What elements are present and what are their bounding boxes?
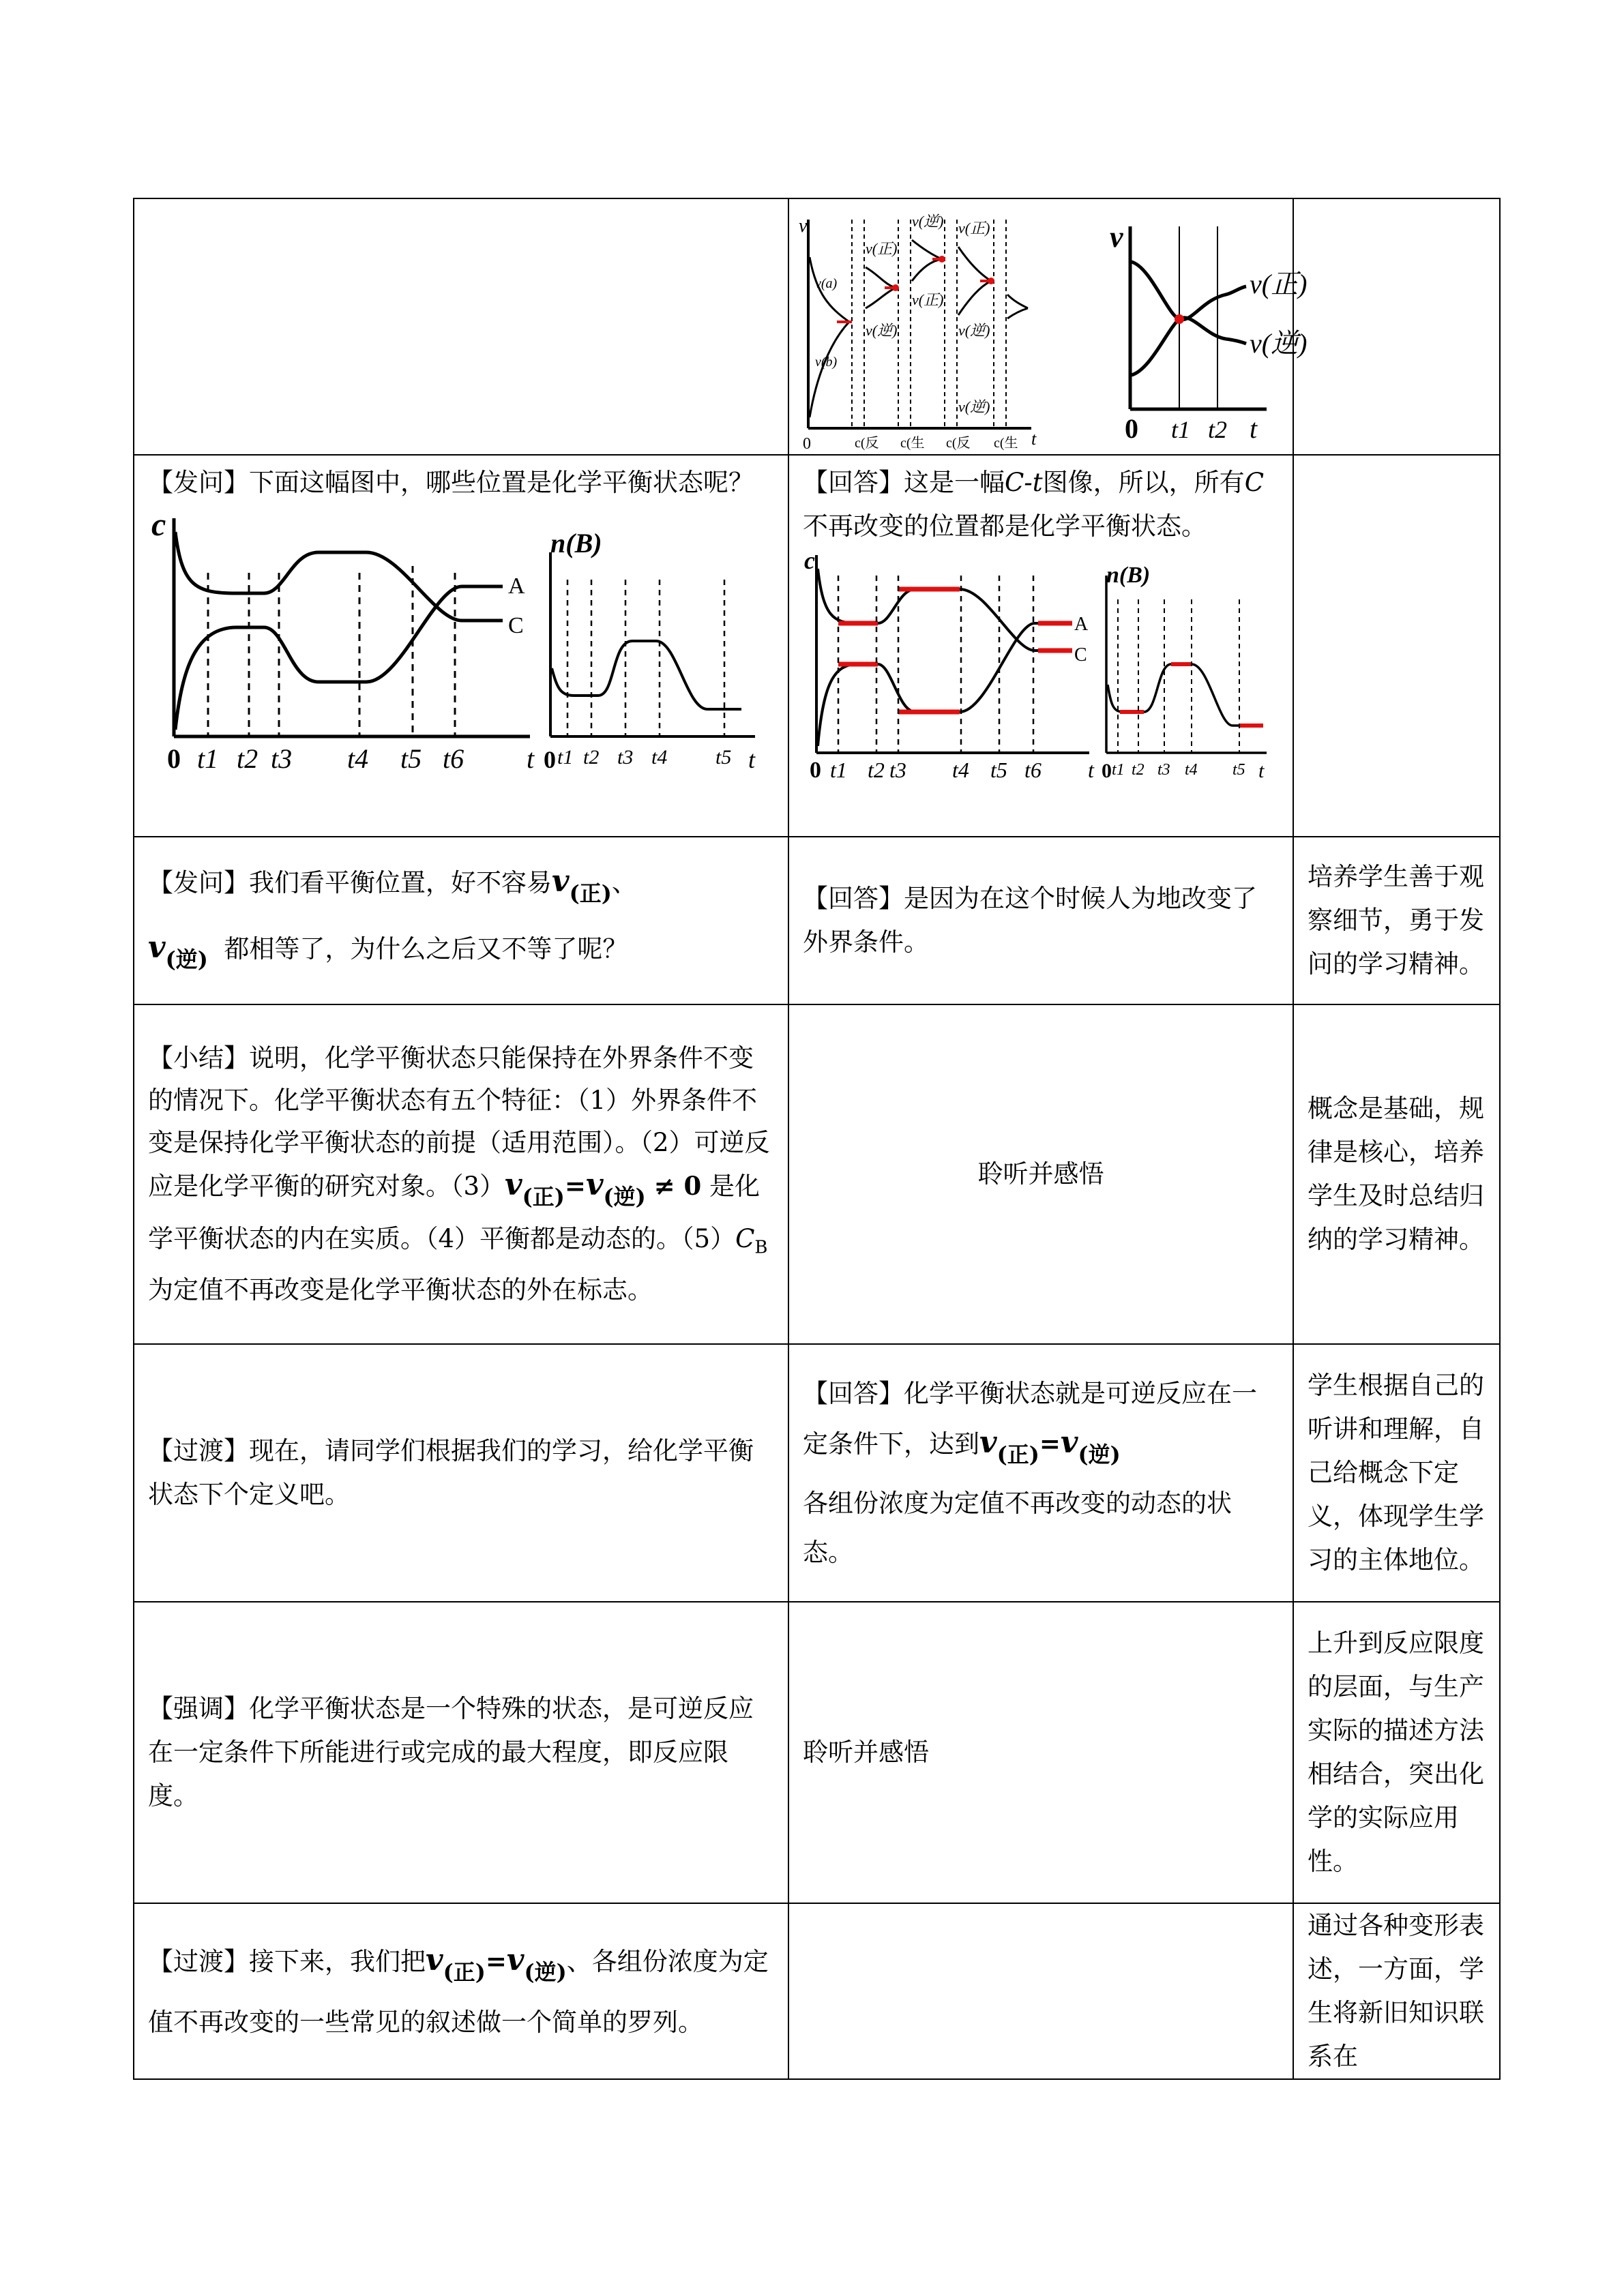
t4-label: t4 <box>651 746 668 769</box>
question-text-a: 【发问】我们看平衡位置，好不容易 <box>148 868 552 897</box>
t4-label: t4 <box>1185 761 1198 779</box>
t1-label: t1 <box>1112 761 1125 779</box>
emphasis-cell <box>134 1602 788 1903</box>
t-axis-label: t <box>1088 758 1094 782</box>
t5-label: t5 <box>715 746 732 769</box>
note-cell <box>1293 1344 1500 1602</box>
equals-sign: = <box>564 1171 586 1202</box>
c-sheng-label-2: c(生 <box>994 436 1018 451</box>
series-A-label: A <box>1074 614 1089 635</box>
vt-graphs <box>789 199 1308 454</box>
answer-text-b: 图像，所以，所有 <box>1042 468 1245 497</box>
cb-subscript: B <box>754 1237 768 1258</box>
equals-sign: = <box>1039 1428 1061 1459</box>
simple-vt-graph <box>1110 220 1307 444</box>
answer-text-a: 【回答】化学平衡状态就是可逆反应在一定条件下，达到 <box>803 1378 1257 1459</box>
v-symbol: v <box>979 1425 997 1460</box>
table-row <box>134 455 1500 837</box>
ni-subscript: (逆) <box>524 1958 567 1985</box>
c-axis-label: c <box>804 547 815 574</box>
summary-text-c: 为定值不再改变是化学平衡状态的外在标志。 <box>148 1274 653 1304</box>
table-row <box>134 1004 1500 1344</box>
origin-label: 0 <box>544 746 556 773</box>
ni-subscript: (逆) <box>1078 1441 1121 1467</box>
t-axis-label: t <box>1250 413 1258 444</box>
v-forward-label: v(正) <box>1250 269 1308 299</box>
series-A-label: A <box>508 573 525 599</box>
v-reverse-label-3: v(逆) <box>958 322 990 339</box>
v-axis-label: v <box>1110 220 1123 254</box>
t-axis-label: t <box>1031 429 1037 449</box>
note-text: 概念是基础，规律是核心，培养学生及时总结归纳的学习精神。 <box>1308 1094 1484 1254</box>
nB-axis-label: n(B) <box>550 528 602 558</box>
t1-label: t1 <box>1171 416 1191 443</box>
t4-label: t4 <box>347 743 369 774</box>
t-axis-label: t <box>527 743 535 774</box>
origin-label: 0 <box>810 758 821 783</box>
answer-tag: 【回答】 <box>803 468 904 497</box>
vt-figures-cell <box>788 198 1308 455</box>
equals-sign: = <box>485 1945 507 1976</box>
origin-label: 0 <box>803 435 811 453</box>
t3-label: t3 <box>1157 761 1170 779</box>
t2-label: t2 <box>868 758 885 782</box>
v-reverse-label: v(逆) <box>1250 328 1308 359</box>
response-cell <box>788 1602 1293 1903</box>
answer-text <box>803 461 1279 548</box>
multi-panel-vt-graph <box>799 213 1037 453</box>
transition-cell <box>134 1903 788 2079</box>
response-text: 聆听并感悟 <box>977 1159 1104 1189</box>
c-fan-label-1: c(反 <box>855 436 879 451</box>
v-axis-label: v <box>799 215 808 237</box>
zheng-subscript: (正) <box>522 1184 565 1210</box>
question-cell <box>134 455 788 837</box>
v-symbol: v <box>552 864 570 899</box>
note-text: 学生根据自己的听讲和理解，自己给概念下定义，体现学生学习的主体地位。 <box>1308 1371 1484 1575</box>
ni-subscript: (逆) <box>603 1184 646 1210</box>
ct-math: C-t <box>1005 468 1043 497</box>
t1-label: t1 <box>830 758 847 782</box>
t4-label: t4 <box>952 758 969 782</box>
answer-text: 【回答】是因为在这个时候人为地改变了外界条件。 <box>803 884 1257 957</box>
c-fan-label-2: c(反 <box>946 436 971 451</box>
t6-label: t6 <box>1024 758 1042 782</box>
t3-label: t3 <box>271 743 293 774</box>
empty-cell <box>1293 455 1500 837</box>
question-text: 【发问】下面这幅图中，哪些位置是化学平衡状态呢？ <box>148 468 754 497</box>
note-text: 培养学生善于观察细节，勇于发问的学习精神。 <box>1308 862 1484 979</box>
question-text-b: 、 <box>611 868 637 897</box>
v-reverse-label-1: v(逆) <box>866 322 898 339</box>
nB-axis-label: n(B) <box>1106 563 1151 588</box>
v-symbol: v <box>585 1167 604 1203</box>
note-cell <box>1293 837 1500 1004</box>
question-text-c: 都相等了，为什么之后又不等了呢？ <box>224 934 628 964</box>
vb-label: v(b) <box>815 355 838 370</box>
answer-text-b: 各组份浓度为定值不再改变的动态的状态。 <box>803 1488 1232 1567</box>
series-C-label: C <box>1074 644 1087 666</box>
transition-text-a: 【过渡】接下来，我们把 <box>148 1946 426 1976</box>
emphasis-text: 【强调】化学平衡状态是一个特殊的状态，是可逆反应在一定条件下所能进行或完成的最大程度，即反应限度。 <box>148 1694 754 1810</box>
t5-label: t5 <box>1232 761 1245 779</box>
empty-cell <box>134 198 788 455</box>
ni-subscript: (逆) <box>165 946 208 972</box>
c-sheng-label-1: c(生 <box>900 436 925 451</box>
t-axis-label: t <box>748 746 756 773</box>
v-forward-label-3: v(正) <box>958 220 990 237</box>
answer-cell <box>788 455 1293 837</box>
t3-label: t3 <box>889 758 906 782</box>
v-forward-label-1: v(正) <box>866 240 898 257</box>
table-row <box>134 1903 1500 2079</box>
note-cell <box>1293 1602 1500 1903</box>
summary-text-a: 【小结】说明，化学平衡状态只能保持在外界条件不变的情况下。化学平衡状态有五个特征：（1）外界条件不变是保持化学平衡状态的前提（适用范围）。（2）可逆反应是化学平衡的研究对象。（3） <box>148 1043 770 1202</box>
t3-label: t3 <box>617 746 634 769</box>
v-symbol: v <box>148 930 166 965</box>
ct-graphs-annotated <box>803 548 1280 794</box>
response-cell <box>788 1903 1293 2079</box>
v-forward-label-2: v(正) <box>912 291 944 308</box>
transition-text-b: 、各组份浓度为定值不再改变的一些常见的叙述做一个简单的罗列。 <box>148 1946 769 2037</box>
note-cell <box>1293 1004 1500 1344</box>
t1-label: t1 <box>557 746 574 769</box>
lesson-table <box>133 198 1501 2080</box>
cb-symbol: C <box>735 1224 755 1254</box>
summary-cell <box>134 1004 788 1344</box>
c-axis-label: c <box>151 507 166 543</box>
v-symbol: v <box>1060 1425 1078 1460</box>
series-C-label: C <box>508 613 524 638</box>
answer-text-c: 不再改变的位置都是化学平衡状态。 <box>803 511 1207 541</box>
origin-label: 0 <box>1102 760 1112 782</box>
t1-label: t1 <box>197 743 219 774</box>
v-reverse-label-2: v(逆) <box>912 213 944 230</box>
answer-cell <box>788 837 1293 1004</box>
empty-cell <box>1293 198 1500 455</box>
table-row <box>134 198 1500 455</box>
t5-label: t5 <box>400 743 422 774</box>
origin-label: 0 <box>1125 413 1138 444</box>
zheng-subscript: (正) <box>443 1958 486 1985</box>
answer-text-a: 这是一幅 <box>904 468 1005 497</box>
table-row <box>134 1602 1500 1903</box>
ct-graphs-plain <box>148 505 776 791</box>
transition-cell <box>134 1344 788 1602</box>
v-reverse-label-4: v(逆) <box>958 398 990 415</box>
transition-text: 【过渡】现在，请同学们根据我们的学习，给化学平衡状态下个定义吧。 <box>148 1436 754 1509</box>
v-symbol: v <box>426 1942 443 1978</box>
c-math: C <box>1244 468 1264 497</box>
t-axis-label: t <box>1258 760 1265 782</box>
summary-text-b: 是化学平衡状态的内在实质。（4）平衡都是动态的。（5） <box>148 1172 760 1254</box>
table-row <box>134 1344 1500 1602</box>
t6-label: t6 <box>443 743 464 774</box>
t2-label: t2 <box>1208 416 1228 443</box>
not-equal-zero: ≠ 0 <box>653 1171 702 1202</box>
note-text: 通过各种变形表述，一方面，学生将新旧知识联系在 <box>1308 1911 1484 2071</box>
t2-label: t2 <box>1132 761 1145 779</box>
va-label: v(a) <box>815 276 838 291</box>
zheng-subscript: (正) <box>569 880 612 906</box>
question-cell <box>134 837 788 1004</box>
answer-cell <box>788 1344 1293 1602</box>
response-text: 聆听并感悟 <box>803 1738 929 1767</box>
response-cell <box>788 1004 1293 1344</box>
v-symbol: v <box>505 1167 522 1203</box>
note-text: 上升到反应限度的层面，与生产实际的描述方法相结合，突出化学的实际应用性。 <box>1308 1628 1484 1876</box>
origin-label: 0 <box>167 743 181 774</box>
zheng-subscript: (正) <box>996 1441 1039 1467</box>
t2-label: t2 <box>583 746 600 769</box>
t2-label: t2 <box>237 743 259 774</box>
note-cell <box>1293 1903 1500 2079</box>
v-symbol: v <box>506 1942 525 1978</box>
table-row <box>134 837 1500 1004</box>
t5-label: t5 <box>990 758 1007 782</box>
